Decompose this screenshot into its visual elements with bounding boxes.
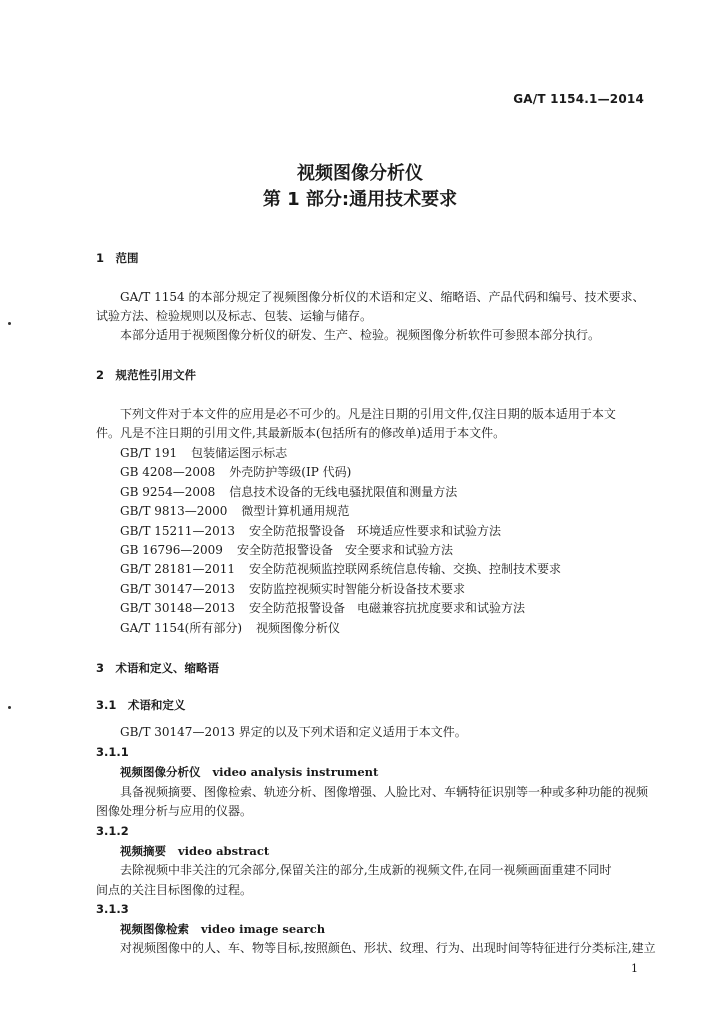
term-definition-line-1: 对视频图像中的人、车、物等目标,按照颜色、形状、纹理、行为、出现时间等特征进行分类标注,建立 (120, 941, 656, 955)
term-chinese: 视频摘要 (120, 844, 166, 858)
reference-code: GA/T 1154(所有部分) (120, 621, 243, 635)
section-1-paragraph-2: 本部分适用于视频图像分析仪的研发、生产、检验。视频图像分析软件可参照本部分执行。 (120, 328, 601, 342)
reference-code: GB 16796—2009 (120, 543, 223, 557)
reference-item (120, 620, 340, 636)
reference-code: GB/T 9813—2000 (120, 504, 228, 518)
scan-speck (8, 322, 11, 325)
term-english: video analysis instrument (212, 765, 379, 779)
reference-code: GB 4208—2008 (120, 465, 216, 479)
document-title: 视频图像分析仪 (297, 163, 423, 184)
page-number: 1 (631, 962, 638, 975)
term-definition-line-1: 去除视频中非关注的冗余部分,保留关注的部分,生成新的视频文件,在同一视频画面重建不同时 (120, 863, 612, 877)
reference-title: 安全防范视频监控联网系统信息传输、交换、控制技术要求 (248, 562, 561, 576)
reference-code: GB/T 28181—2011 (120, 562, 235, 576)
term-heading (120, 764, 378, 780)
term-english: video image search (201, 922, 326, 936)
reference-item (120, 445, 287, 461)
term-chinese: 视频图像检索 (120, 922, 189, 936)
reference-code: GB 9254—2008 (120, 485, 216, 499)
section-1-paragraph-1-line-1: GA/T 1154 的本部分规定了视频图像分析仪的术语和定义、缩略语、产品代码和编号、技术要求、 (120, 290, 645, 304)
reference-title: 安防监控视频实时智能分析设备技术要求 (248, 582, 465, 596)
reference-item (120, 484, 457, 500)
section-3-1-text: GB/T 30147—2013 界定的以及下列术语和定义适用于本文件。 (120, 725, 467, 739)
document-subtitle: 第 1 部分:通用技术要求 (262, 189, 458, 210)
term-chinese: 视频图像分析仪 (120, 765, 201, 779)
reference-item (120, 561, 561, 577)
section-2-intro-line-1: 下列文件对于本文件的应用是必不可少的。凡是注日期的引用文件,仅注日期的版本适用于本文 (120, 407, 616, 421)
term-heading (120, 921, 325, 937)
reference-item (120, 542, 453, 558)
reference-title: 视频图像分析仪 (256, 621, 341, 635)
term-number: 3.1.3 (96, 902, 129, 916)
reference-code: GB/T 30148—2013 (120, 601, 235, 615)
term-definition-line-2: 图像处理分析与应用的仪器。 (96, 804, 253, 818)
term-definition-line-1: 具备视频摘要、图像检索、轨迹分析、图像增强、人脸比对、车辆特征识别等一种或多种功能的视频 (120, 785, 649, 799)
reference-title: 安全防范报警设备 安全要求和试验方法 (236, 543, 453, 557)
reference-title: 安全防范报警设备 电磁兼容抗扰度要求和试验方法 (248, 601, 525, 615)
term-definition-line-2: 间点的关注目标图像的过程。 (96, 883, 253, 897)
section-2-heading: 2 规范性引用文件 (96, 368, 197, 382)
scan-speck (8, 706, 11, 709)
section-2-intro-line-2: 件。凡是不注日期的引用文件,其最新版本(包括所有的修改单)适用于本文件。 (96, 426, 506, 440)
reference-title: 外壳防护等级(IP 代码) (229, 465, 352, 479)
section-3-1-heading: 3.1 术语和定义 (96, 698, 186, 712)
reference-item (120, 464, 351, 480)
reference-item (120, 523, 501, 539)
reference-code: GB/T 30147—2013 (120, 582, 235, 596)
standard-code: GA/T 1154.1—2014 (513, 92, 644, 106)
reference-title: 包装储运图示标志 (191, 446, 288, 460)
reference-item (120, 503, 349, 519)
term-english: video abstract (178, 844, 270, 858)
term-heading (120, 843, 269, 859)
reference-code: GB/T 191 (120, 446, 178, 460)
section-3-heading: 3 术语和定义、缩略语 (96, 661, 220, 675)
reference-title: 安全防范报警设备 环境适应性要求和试验方法 (248, 524, 501, 538)
reference-item (120, 581, 465, 597)
section-1-paragraph-1-line-2: 试验方法、检验规则以及标志、包装、运输与储存。 (96, 309, 373, 323)
reference-title: 微型计算机通用规范 (241, 504, 350, 518)
reference-title: 信息技术设备的无线电骚扰限值和测量方法 (229, 485, 458, 499)
reference-item (120, 600, 525, 616)
section-1-heading: 1 范围 (96, 251, 139, 265)
term-number: 3.1.2 (96, 824, 129, 838)
term-number: 3.1.1 (96, 745, 129, 759)
reference-code: GB/T 15211—2013 (120, 524, 235, 538)
